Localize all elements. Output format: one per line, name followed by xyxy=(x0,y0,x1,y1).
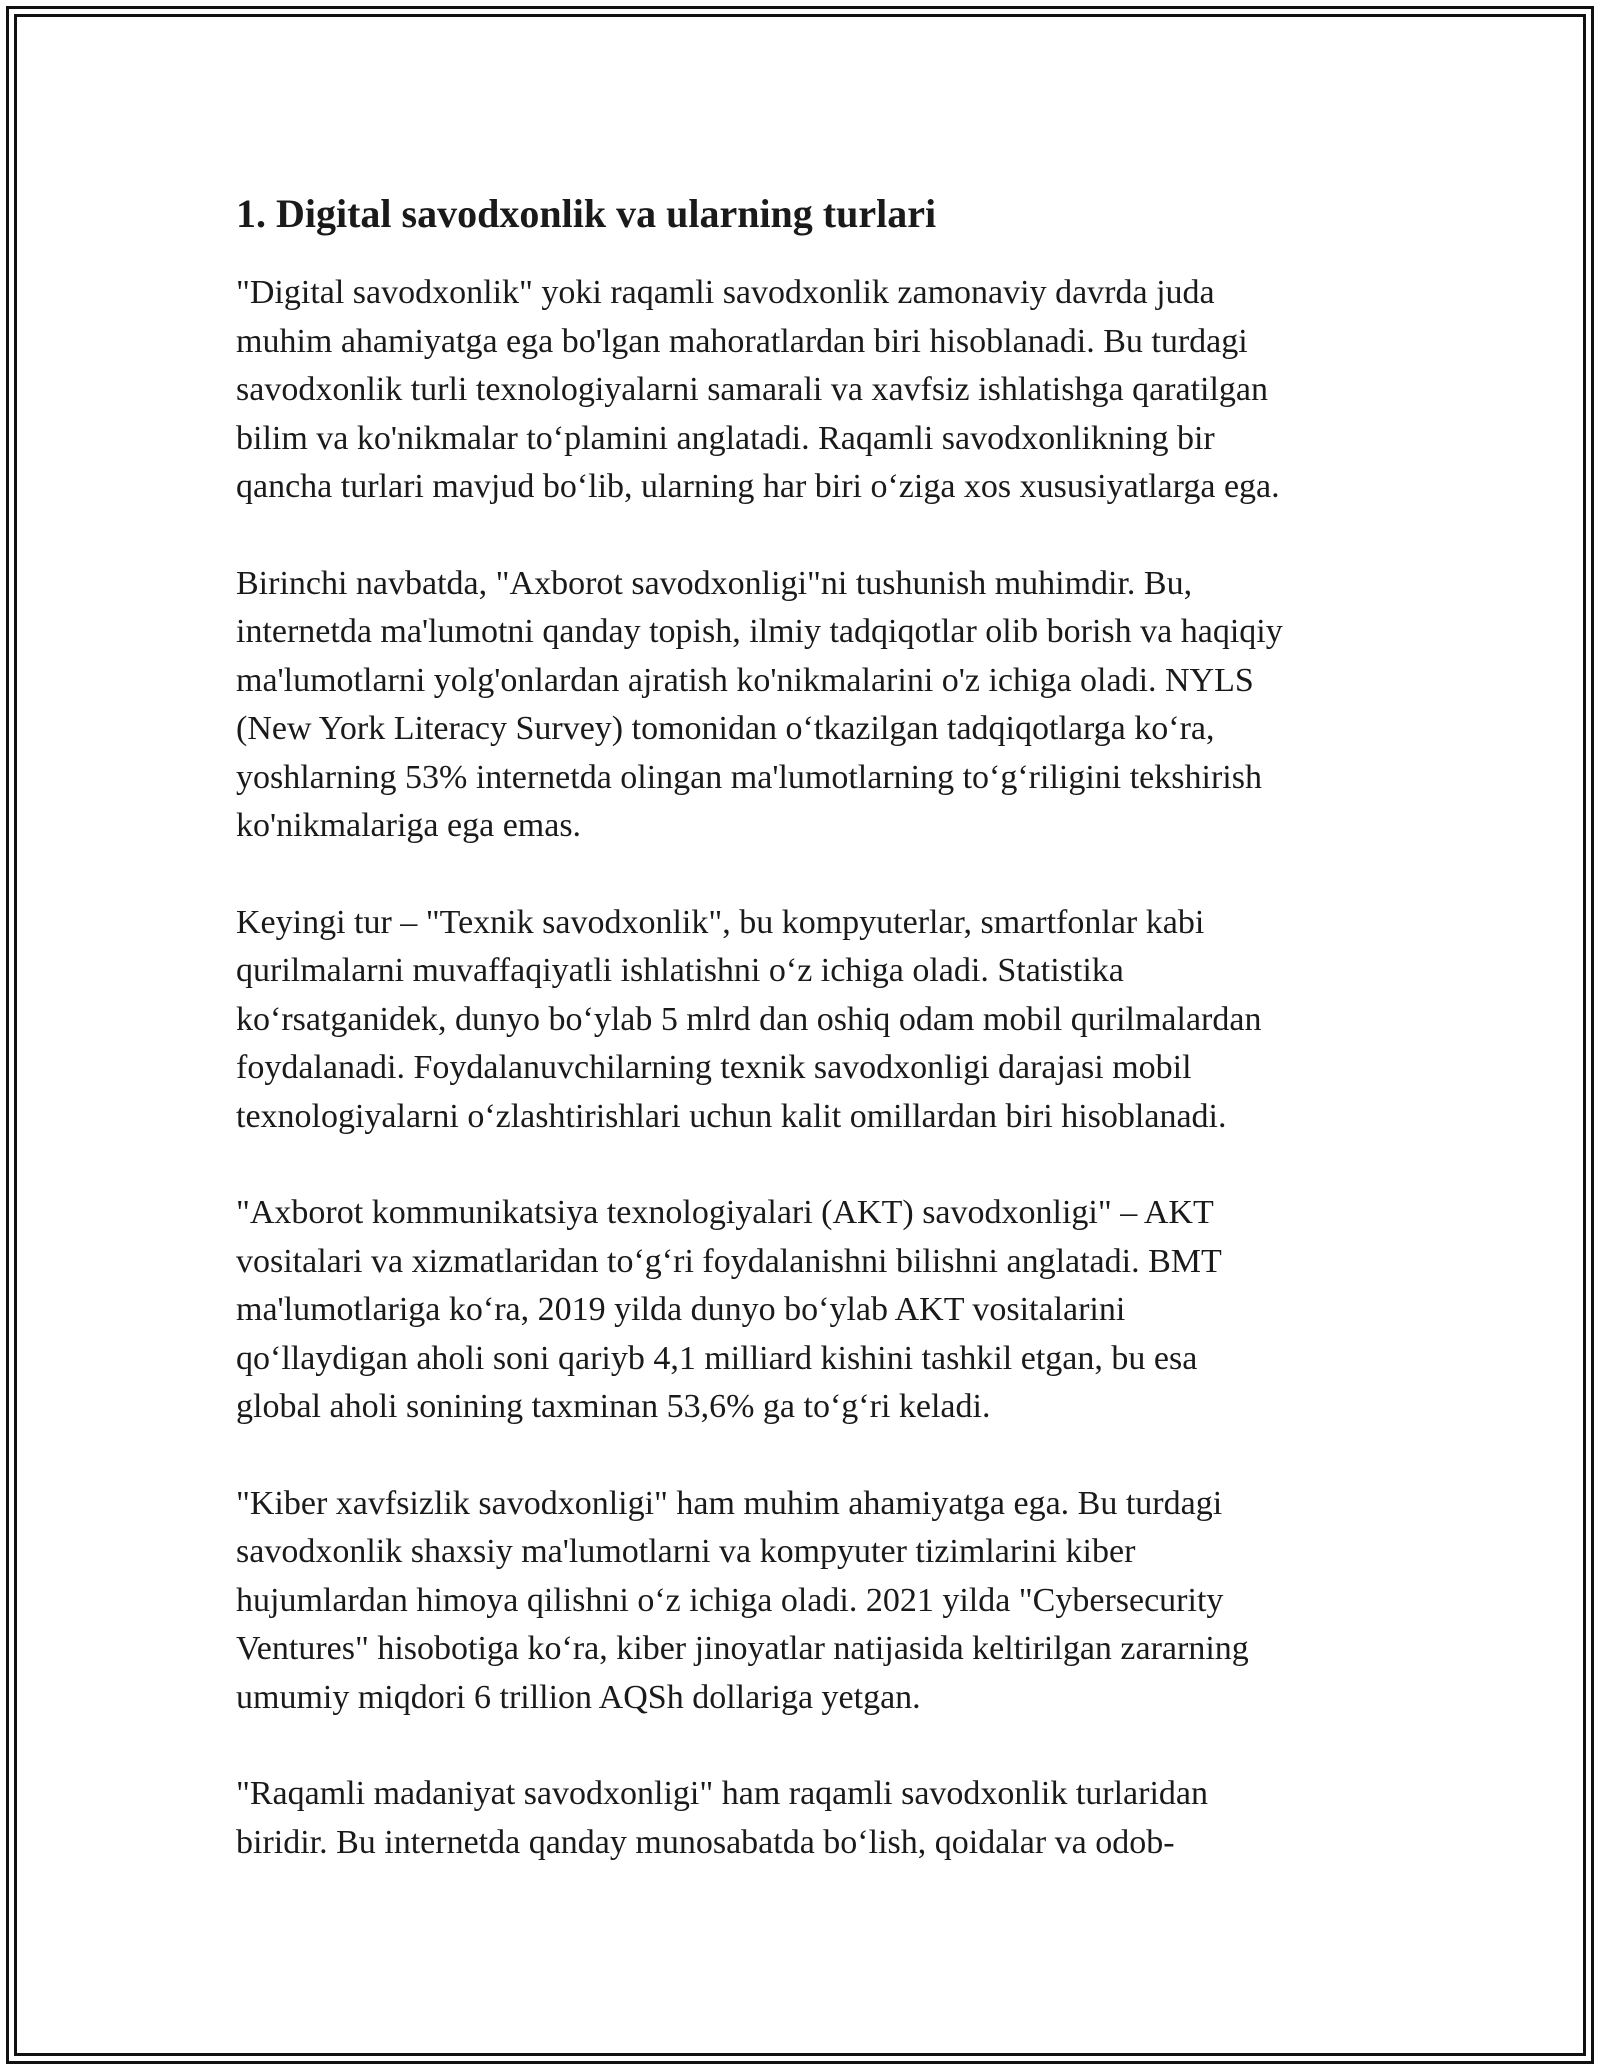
document-title: 1. Digital savodxonlik va ularning turlari xyxy=(236,191,937,236)
paragraph-technical-literacy: Keyingi tur – "Texnik savodxonlik", bu kompyuterlar, smartfonlar kabi qurilmalarni muvaffaqiyatli ishlatishni o‘z ichiga oladi. Statistika ko‘rsatganidek, dunyo bo‘ylab 5 mlrd dan oshiq odam mobil qurilmalardan foydalanadi. Foydalanuvchilarning texnik savodxonligi darajasi mobil texnologiyalarni o‘zlashtirishlari uchun kalit omillardan biri hisoblanadi. xyxy=(236,903,1262,1135)
paragraph-digital-culture-literacy: "Raqamli madaniyat savodxonligi" ham raqamli savodxonlik turlaridan biridir. Bu internetda qanday munosabatda bo‘lish, qoidalar va odob- xyxy=(236,1775,1208,1861)
paragraph-cybersecurity-literacy: "Kiber xavfsizlik savodxonligi" ham muhim ahamiyatga ega. Bu turdagi savodxonlik shaxsiy ma'lumotlarni va kompyuter tizimlarini kiber hujumlardan himoya qilishni o‘z ichiga oladi. 2021 yilda "Cybersecurity Ventures" hisobotiga ko‘ra, kiber jinoyatlar natijasida keltirilgan zararning umumiy miqdori 6 trillion AQSh dollariga yetgan. xyxy=(236,1484,1249,1716)
paragraph-intro: "Digital savodxonlik" yoki raqamli savodxonlik zamonaviy davrda juda muhim ahamiyatga ega bo'lgan mahoratlardan biri hisoblanadi. Bu turdagi savodxonlik turli texnologiyalarni samarali va xavfsiz ishlatishga qaratilgan bilim va ko'nikmalar to‘plamini anglatadi. Raqamli savodxonlikning bir qancha turlari mavjud bo‘lib, ularning har biri o‘ziga xos xususiyatlarga ega. xyxy=(236,274,1280,505)
paragraph-ict-literacy: "Axborot kommunikatsiya texnologiyalari (AKT) savodxonligi" – AKT vositalari va xizmatlaridan to‘g‘ri foydalanishni bilishni anglatadi. BMT ma'lumotlariga ko‘ra, 2019 yilda dunyo bo‘ylab AKT vositalarini qo‘llaydigan aholi soni qariyb 4,1 milliard kishini tashkil etgan, bu esa global aholi sonining taxminan 53,6% ga to‘g‘ri keladi. xyxy=(236,1194,1222,1425)
document-body xyxy=(236,185,1396,1915)
paragraph-information-literacy: Birinchi navbatda, "Axborot savodxonligi"ni tushunish muhimdir. Bu, internetda ma'lumotni qanday topish, ilmiy tadqiqotlar olib borish va haqiqiy ma'lumotlarni yolg'onlardan ajratish ko'nikmalarini o'z ichiga oladi. NYLS (New York Literacy Survey) tomonidan o‘tkazilgan tadqiqotlarga ko‘ra, yoshlarning 53% internetda olingan ma'lumotlarning to‘g‘riligini tekshirish ko'nikmalariga ega emas. xyxy=(236,564,1283,844)
